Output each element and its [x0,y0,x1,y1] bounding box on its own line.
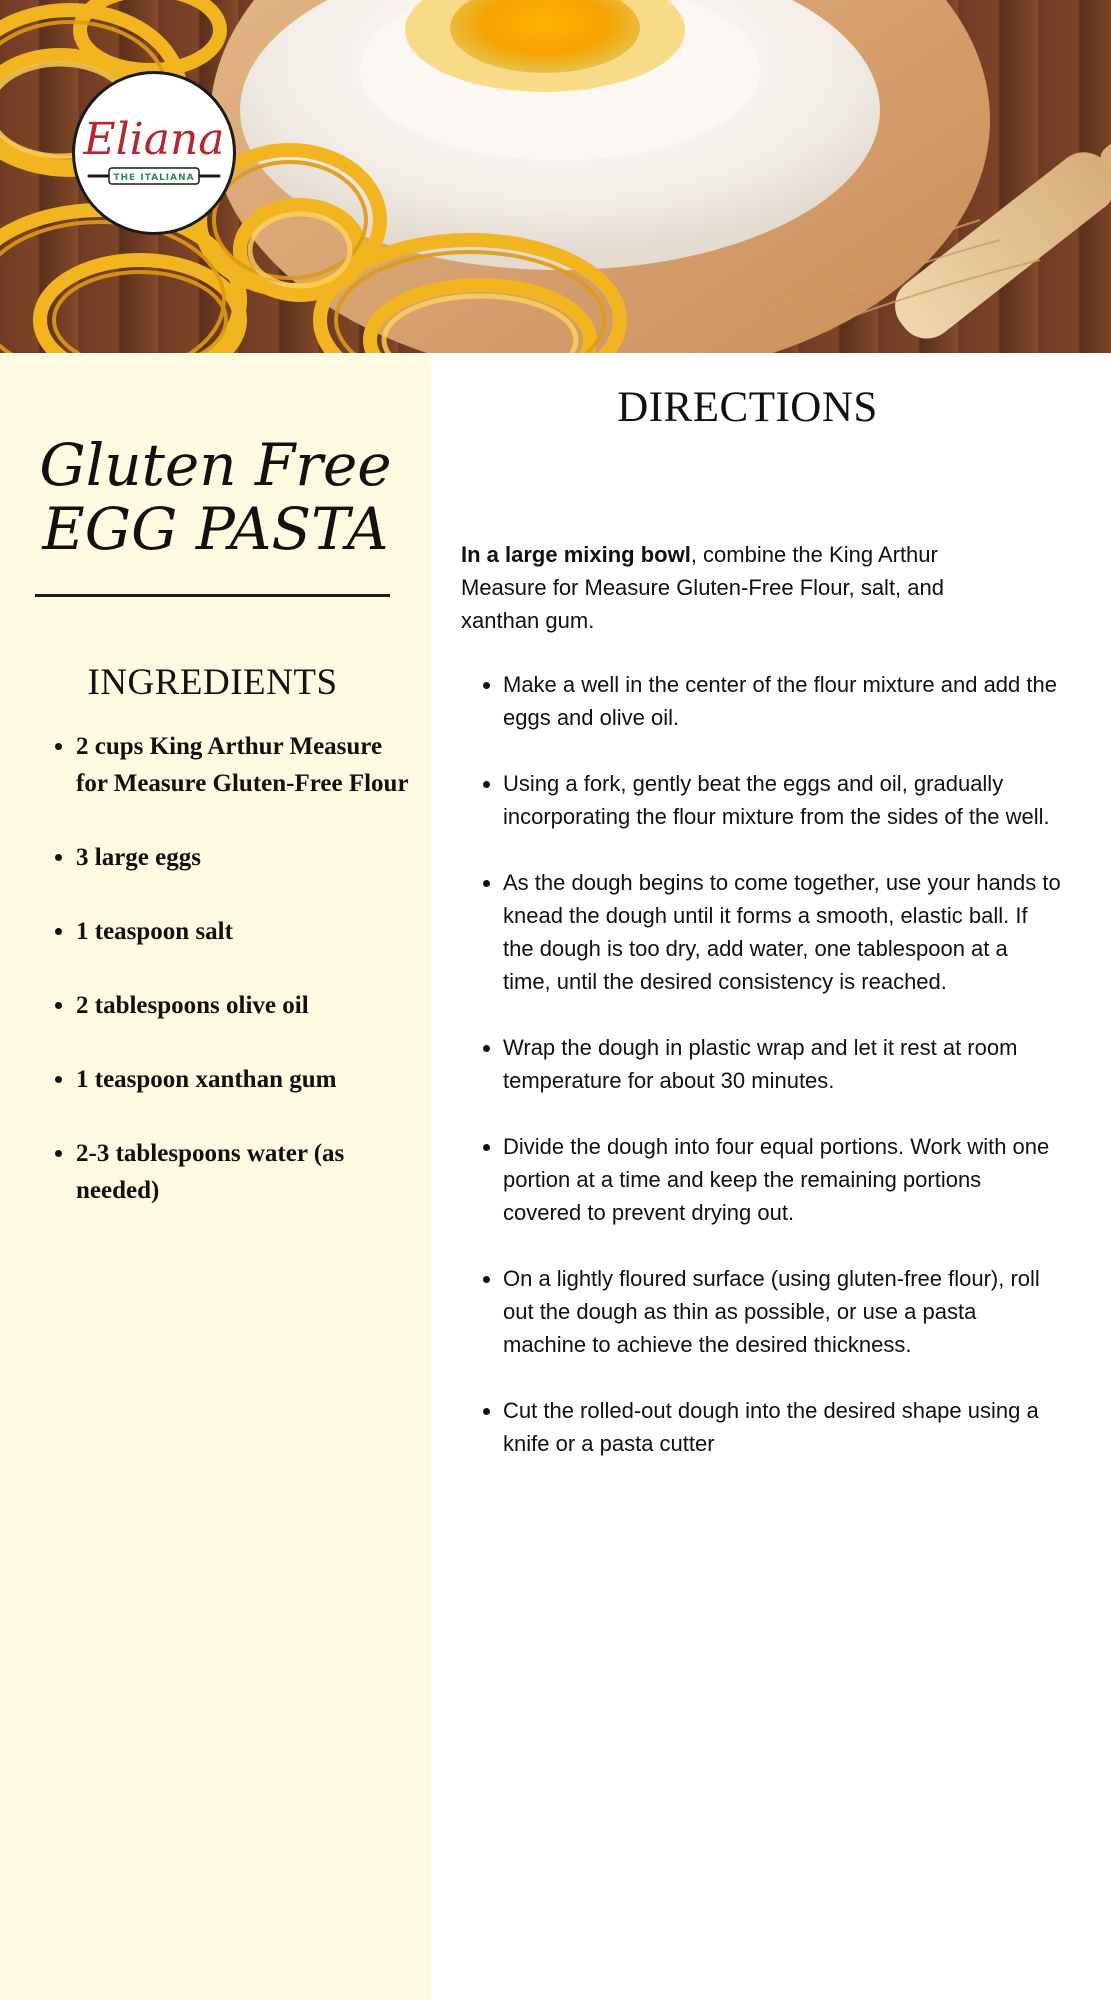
ingredients-list [40,728,410,1246]
directions-panel [431,353,1111,2000]
recipe-title-line1: Gluten Free [39,431,392,499]
recipe-title [0,433,431,561]
directions-heading: DIRECTIONS [617,384,878,431]
directions-intro-rest: , combine the King Arthur Measure for Measure Gluten-Free Flour, salt, and xanthan gum. [461,542,944,633]
direction-step: • Make a well in the center of the flour mixture and add the eggs and olive oil. [503,668,1061,734]
ingredient-item: • 2 tablespoons olive oil [76,987,410,1024]
direction-step: • As the dough begins to come together, use your hands to knead the dough until it forms a smooth, elastic ball. If the dough is too dry, add water, one tablespoon at a time, until the desired consistency is reached. [503,866,1061,998]
logo-script-text: Eliana [83,114,225,165]
direction-step: • Cut the rolled-out dough into the desired shape using a knife or a pasta cutter [503,1394,1061,1460]
recipe-title-line2: EGG PASTA [42,495,389,563]
directions-intro-bold: In a large mixing bowl [461,542,691,567]
logo-mark [75,74,233,232]
directions-list [461,668,1061,1493]
ingredient-item: • 3 large eggs [76,839,410,876]
ingredients-heading: INGREDIENTS [87,662,338,703]
directions-intro [461,538,1021,637]
direction-step: • Using a fork, gently beat the eggs and oil, gradually incorporating the flour mixture from the sides of the well. [503,767,1061,833]
direction-step: • Wrap the dough in plastic wrap and let it rest at room temperature for about 30 minutes. [503,1031,1061,1097]
ingredients-panel [0,353,431,2000]
logo-banner-text: THE ITALIANA [113,173,195,183]
ingredient-item: • 2 cups King Arthur Measure for Measure Gluten-Free Flour [76,728,410,802]
brand-logo[interactable] [72,71,236,235]
direction-step: • On a lightly floured surface (using gluten-free flour), roll out the dough as thin as possible, or use a pasta machine to achieve the desired thickness. [503,1262,1061,1361]
ingredient-item: • 2-3 tablespoons water (as needed) [76,1135,410,1209]
title-divider [35,594,390,597]
direction-step: • Divide the dough into four equal portions. Work with one portion at a time and keep the remaining portions covered to prevent drying out. [503,1130,1061,1229]
ingredient-item: • 1 teaspoon salt [76,913,410,950]
hero-photo [0,0,1111,353]
ingredient-item: • 1 teaspoon xanthan gum [76,1061,410,1098]
